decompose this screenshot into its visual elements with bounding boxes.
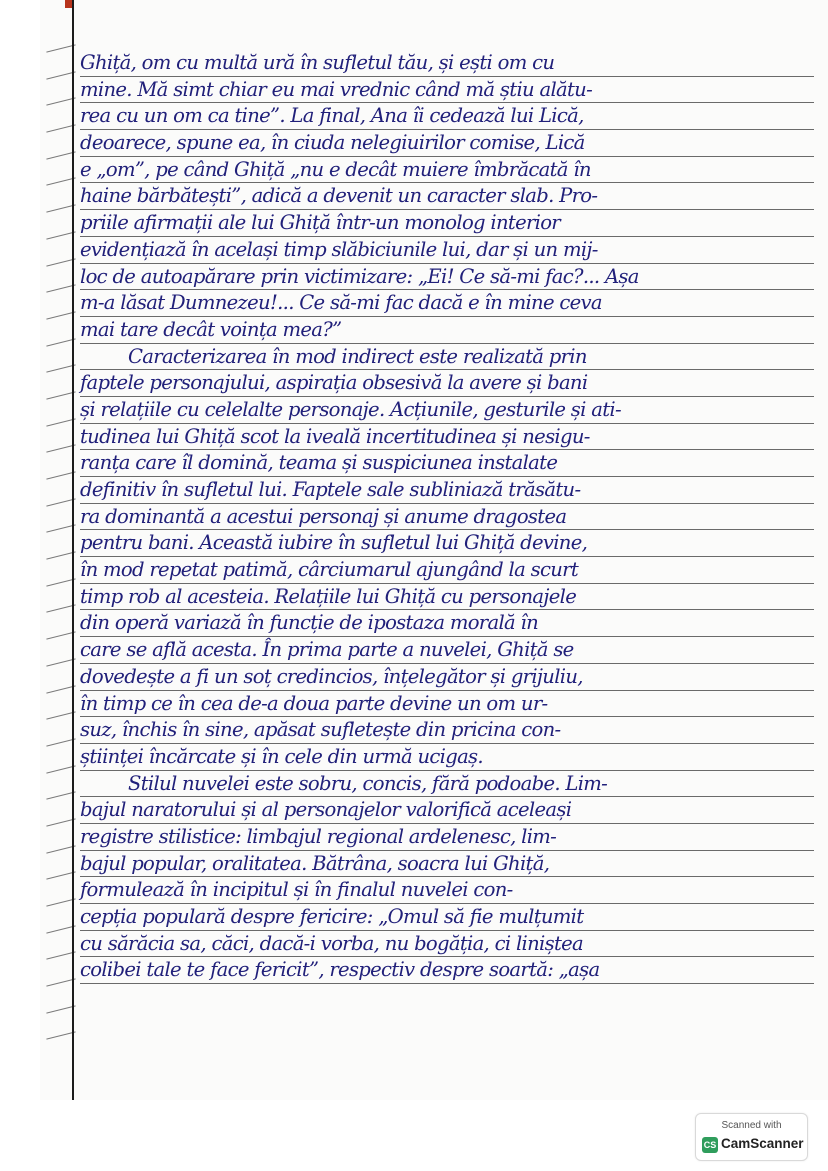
- text-line: priile afirmații ale lui Ghiță într-un monolog interior: [80, 210, 814, 237]
- text-line: m-a lăsat Dumnezeu!... Ce să-mi fac dacă e în mine ceva: [80, 290, 814, 317]
- text-line: evidențiază în același timp slăbiciunile lui, dar și un mij-: [80, 237, 814, 264]
- text-line: tudinea lui Ghiță scot la iveală incertitudinea și nesigu-: [80, 424, 814, 451]
- text-line: deoarece, spune ea, în ciuda nelegiuirilor comise, Lică: [80, 130, 814, 157]
- text-line: Caracterizarea în mod indirect este realizată prin: [80, 344, 814, 371]
- text-line: Stilul nuvelei este sobru, concis, fără podoabe. Lim-: [80, 771, 814, 798]
- text-line: e „om”, pe când Ghiță „nu e decât muiere îmbrăcată în: [80, 157, 814, 184]
- text-line: suz, închis în sine, apăsat sufletește din pricina con-: [80, 717, 814, 744]
- handwritten-text: [80, 50, 814, 984]
- text-line: ranța care îl domină, teama și suspiciunea instalate: [80, 450, 814, 477]
- camscanner-brand: CamScanner: [721, 1136, 804, 1151]
- camscanner-logo-icon: CS: [702, 1137, 718, 1153]
- text-line: bajul naratorului și al personajelor valorifică aceleași: [80, 797, 814, 824]
- text-line: și relațiile cu celelalte personaje. Acțiunile, gesturile și ati-: [80, 397, 814, 424]
- text-line: ra dominantă a acestui personaj și anume dragostea: [80, 504, 814, 531]
- text-line: faptele personajului, aspirația obsesivă la avere și bani: [80, 370, 814, 397]
- text-line: bajul popular, oralitatea. Bătrâna, soacra lui Ghiță,: [80, 851, 814, 878]
- text-line: dovedește a fi un soț credincios, înțelegător și grijuliu,: [80, 664, 814, 691]
- text-line: colibei tale te face fericit”, respectiv despre soartă: „așa: [80, 957, 814, 984]
- text-line: Ghiță, om cu multă ură în sufletul tău, și ești om cu: [80, 50, 814, 77]
- text-line: în timp ce în cea de-a doua parte devine un om ur-: [80, 691, 814, 718]
- text-line: timp rob al acesteia. Relațiile lui Ghiță cu personajele: [80, 584, 814, 611]
- text-line: în mod repetat patimă, cârciumarul ajungând la scurt: [80, 557, 814, 584]
- text-line: mai tare decât voința mea?”: [80, 317, 814, 344]
- text-line: formulează în incipitul și în finalul nuvelei con-: [80, 877, 814, 904]
- text-line: rea cu un om ca tine”. La final, Ana îi cedează lui Lică,: [80, 103, 814, 130]
- text-line: mine. Mă simt chiar eu mai vrednic când mă știu alătu-: [80, 77, 814, 104]
- text-line: registre stilistice: limbajul regional ardelenesc, lim-: [80, 824, 814, 851]
- margin-line: [72, 0, 74, 1100]
- text-line: cepția populară despre fericire: „Omul să fie mulțumit: [80, 904, 814, 931]
- text-line: haine bărbătești”, adică a devenit un caracter slab. Pro-: [80, 183, 814, 210]
- text-line: din operă variază în funcție de ipostaza morală în: [80, 610, 814, 637]
- camscanner-watermark: [695, 1113, 808, 1161]
- text-line: care se află acesta. În prima parte a nuvelei, Ghiță se: [80, 637, 814, 664]
- text-line: științei încărcate și în cele din urmă ucigaș.: [80, 744, 814, 771]
- scanned-with-label: Scanned with: [721, 1120, 782, 1131]
- text-line: pentru bani. Această iubire în sufletul lui Ghiță devine,: [80, 530, 814, 557]
- text-line: cu sărăcia sa, căci, dacă-i vorba, nu bogăția, ci liniștea: [80, 931, 814, 958]
- text-line: definitiv în sufletul lui. Faptele sale subliniază trăsătu-: [80, 477, 814, 504]
- text-line: loc de autoapărare prin victimizare: „Ei! Ce să-mi fac?... Așa: [80, 264, 814, 291]
